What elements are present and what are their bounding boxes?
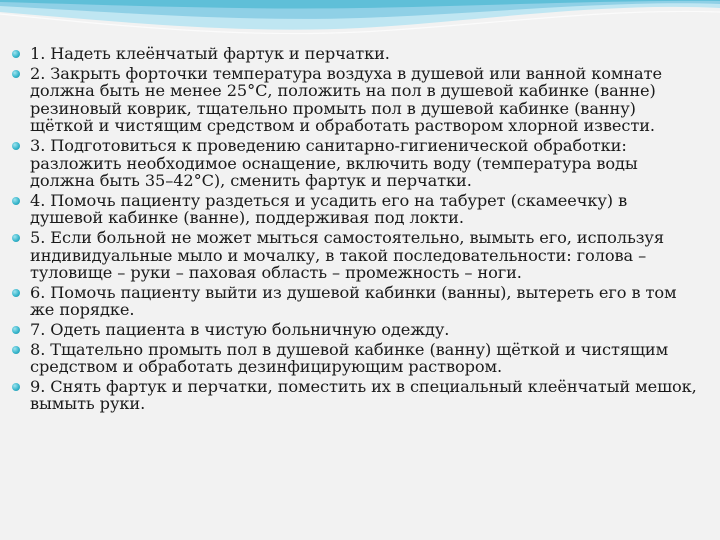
list-item-text: 2. Закрыть форточки температура воздуха в душевой или ванной комнате должна быть не менее 25°С, положить на пол в душевой кабинке (ванне) резиновый коврик, тщательно промыть пол в душевой кабинке (ванну) щёткой и чистящим средством и обработать раствором хлорной извести. [30, 63, 662, 136]
list-item [10, 45, 704, 63]
list-item-text: 5. Если больной не может мыться самостоятельно, вымыть его, используя индивидуальные мыло и мочалку, в такой последовательности: голова – туловище – руки – паховая область – промежность – ноги. [30, 227, 664, 283]
list-item-text: 1. Надеть клеёнчатый фартук и перчатки. [30, 44, 390, 63]
list-item [10, 341, 704, 376]
bullet-icon [12, 197, 20, 205]
list-item [10, 321, 704, 339]
list-item-text: 8. Тщательно промыть пол в душевой кабинке (ванну) щёткой и чистящим средством и обработать дезинфицирующим раствором. [30, 339, 669, 377]
list-item-text: 3. Подготовиться к проведению санитарно-гигиенической обработки: разложить необходимое оснащение, включить воду (температура воды должна быть 35–42°С), сменить фартук и перчатки. [30, 135, 638, 191]
bullet-icon [12, 289, 20, 297]
instruction-list [10, 45, 704, 415]
list-item [10, 65, 704, 135]
list-item [10, 284, 704, 319]
list-item-text: 9. Снять фартук и перчатки, поместить их в специальный клеёнчатый мешок, вымыть руки. [30, 376, 697, 414]
bullet-icon [12, 326, 20, 334]
list-item [10, 192, 704, 227]
bullet-icon [12, 234, 20, 242]
list-item-text: 7. Одеть пациента в чистую больничную одежду. [30, 319, 450, 339]
bullet-icon [12, 50, 20, 58]
list-item-text: 6. Помочь пациенту выйти из душевой кабинки (ванны), вытереть его в том же порядке. [30, 282, 677, 320]
bullet-icon [12, 142, 20, 150]
bullet-icon [12, 70, 20, 78]
bullet-icon [12, 346, 20, 354]
bullet-icon [12, 383, 20, 391]
list-item [10, 229, 704, 282]
list-item-text: 4. Помочь пациенту раздеться и усадить его на табурет (скамеечку) в душевой кабинке (ванне), поддерживая под локти. [30, 190, 628, 228]
list-item [10, 378, 704, 413]
list-item [10, 137, 704, 190]
